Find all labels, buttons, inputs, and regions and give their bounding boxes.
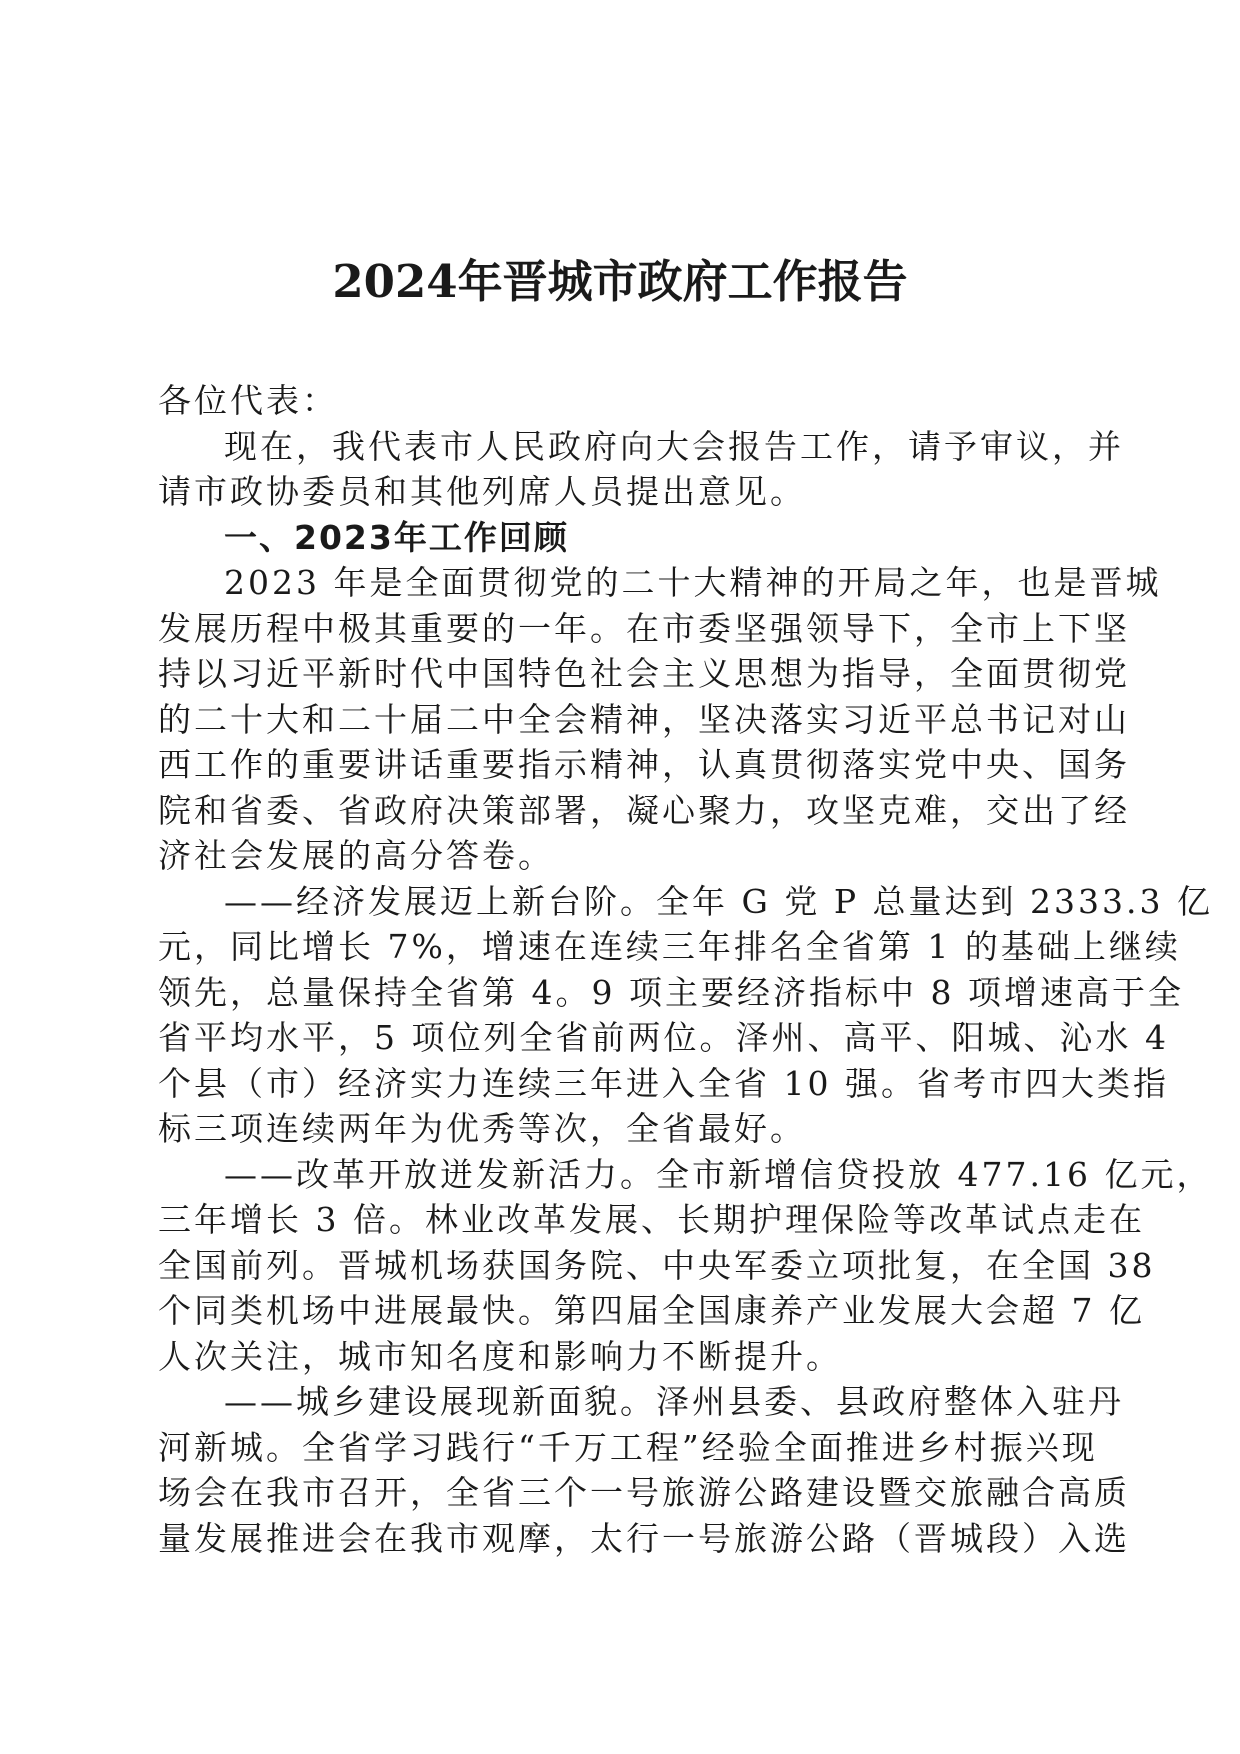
paragraph-line: 元，同比增长 7%，增速在连续三年排名全省第 1 的基础上继续 (158, 927, 1181, 966)
paragraph-line: 发展历程中极其重要的一年。在市委坚强领导下，全市上下坚 (158, 608, 1130, 648)
paragraph-line: ——改革开放迸发新活力。全市新增信贷投放 477.16 亿元， (224, 1154, 1213, 1194)
paragraph-reform (158, 1152, 1213, 1380)
paragraph-economy (158, 879, 1213, 1152)
section-heading: 一、2023年工作回顾 (224, 517, 569, 557)
paragraph-line: 量发展推进会在我市观摩，太行一号旅游公路（晋城段）入选 (158, 1518, 1130, 1558)
paragraph-line: 济社会发展的高分答卷。 (158, 836, 554, 875)
paragraph-line: 请市政协委员和其他列席人员提出意见。 (158, 472, 806, 511)
paragraph-overview (158, 560, 1162, 879)
paragraph-urban-rural (158, 1379, 1130, 1561)
paragraph-line: 三年增长 3 倍。林业改革发展、长期护理保险等改革试点走在 (158, 1200, 1145, 1239)
paragraph-line: 院和省委、省政府决策部署，凝心聚力，攻坚克难，交出了经 (158, 790, 1130, 830)
paragraph-line: 省平均水平，5 项位列全省前两位。泽州、高平、阳城、沁水 4 (158, 1018, 1169, 1057)
document-title: 2024年晋城市政府工作报告 (332, 255, 908, 308)
paragraph-line: 个县（市）经济实力连续三年进入全省 10 强。省考市四大类指 (158, 1063, 1169, 1103)
paragraph-line: 2023 年是全面贯彻党的二十大精神的开局之年，也是晋城 (224, 563, 1162, 602)
paragraph-line: 全国前列。晋城机场获国务院、中央军委立项批复，在全国 38 (158, 1245, 1156, 1285)
intro-paragraph (158, 424, 1124, 515)
paragraph-line: 领先，总量保持全省第 4。9 项主要经济指标中 8 项增速高于全 (158, 972, 1184, 1012)
paragraph-line: 人次关注，城市知名度和影响力不断提升。 (158, 1336, 842, 1376)
paragraph-line: 的二十大和二十届二中全会精神，坚决落实习近平总书记对山 (158, 699, 1130, 739)
paragraph-line: 现在，我代表市人民政府向大会报告工作，请予审议，并 (224, 426, 1124, 466)
paragraph-line: 西工作的重要讲话重要指示精神，认真贯彻落实党中央、国务 (158, 745, 1130, 784)
paragraph-line: 河新城。全省学习践行“千万工程”经验全面推进乡村振兴现 (158, 1427, 1098, 1467)
paragraph-line: 标三项连续两年为优秀等次，全省最好。 (158, 1109, 806, 1148)
paragraph-line: 个同类机场中进展最快。第四届全国康养产业发展大会超 7 亿 (158, 1291, 1145, 1330)
paragraph-line: ——经济发展迈上新台阶。全年 G 党 P 总量达到 2333.3 亿 (224, 881, 1213, 921)
document-body (158, 378, 1213, 1561)
paragraph-line: 持以习近平新时代中国特色社会主义思想为指导，全面贯彻党 (158, 654, 1130, 693)
paragraph-line: ——城乡建设展现新面貌。泽州县委、县政府整体入驻丹 (224, 1382, 1124, 1421)
paragraph-line: 场会在我市召开，全省三个一号旅游公路建设暨交旅融合高质 (158, 1473, 1130, 1512)
salutation: 各位代表： (158, 381, 338, 420)
